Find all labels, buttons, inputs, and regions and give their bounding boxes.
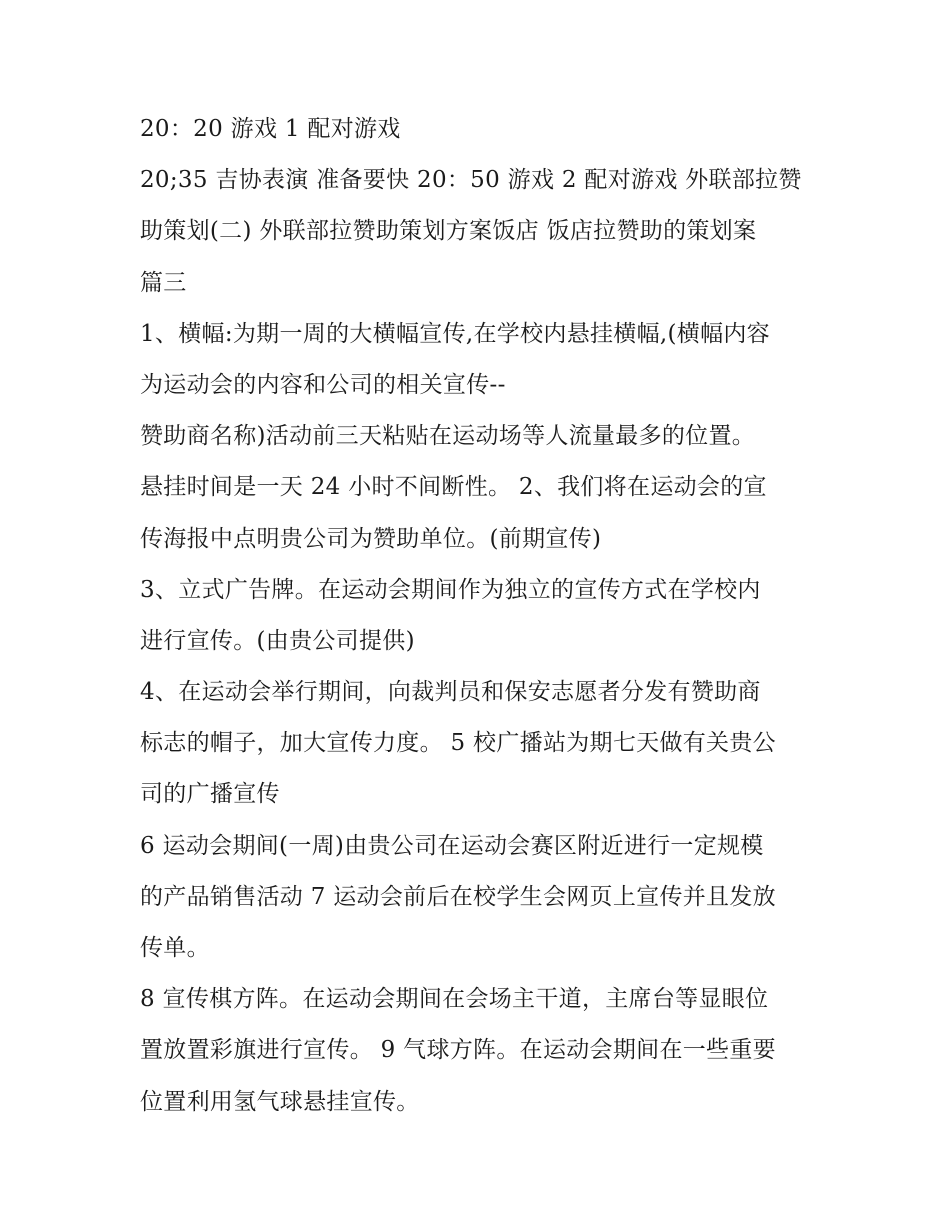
text-line: 的产品销售活动 7 运动会前后在校学生会网页上宣传并且发放 bbox=[140, 883, 776, 910]
text-line: 传海报中点明贵公司为赞助单位。(前期宣传) bbox=[140, 525, 602, 552]
text-line: 置放置彩旗进行宣传。 9 气球方阵。在运动会期间在一些重要 bbox=[140, 1037, 776, 1064]
text-line: 传单。 bbox=[140, 935, 210, 961]
text-line: 为运动会的内容和公司的相关宣传-- bbox=[140, 371, 506, 398]
text-line: 1、横幅:为期一周的大横幅宣传,在学校内悬挂横幅,(横幅内容 bbox=[140, 320, 770, 347]
text-line: 赞助商名称)活动前三天粘贴在运动场等人流量最多的位置。 bbox=[140, 423, 756, 450]
text-line: 4、在运动会举行期间，向裁判员和保安志愿者分发有赞助商 bbox=[140, 679, 761, 706]
text-line: 进行宣传。(由贵公司提供) bbox=[140, 627, 415, 654]
text-line: 20;35 吉协表演 准备要快 20：50 游戏 2 配对游戏 外联部拉赞 bbox=[140, 167, 802, 194]
text-line: 标志的帽子，加大宣传力度。 5 校广播站为期七天做有关贵公 bbox=[140, 730, 776, 757]
text-line: 位置利用氢气球悬挂宣传。 bbox=[140, 1088, 420, 1115]
text-line: 助策划(二) 外联部拉赞助策划方案饭店 饭店拉赞助的策划案 bbox=[140, 218, 757, 245]
text-line: 篇三 bbox=[140, 269, 187, 296]
text-line: 司的广播宣传 bbox=[140, 781, 280, 808]
text-line: 6 运动会期间(一周)由贵公司在运动会赛区附近进行一定规模 bbox=[140, 832, 764, 859]
text-line: 悬挂时间是一天 24 小时不间断性。 2、我们将在运动会的宣 bbox=[140, 474, 767, 501]
text-line: 8 宣传棋方阵。在运动会期间在会场主干道，主席台等显眼位 bbox=[140, 986, 769, 1013]
text-line: 20：20 游戏 1 配对游戏 bbox=[140, 116, 401, 142]
document-body bbox=[140, 104, 830, 1128]
text-line: 3、立式广告牌。在运动会期间作为独立的宣传方式在学校内 bbox=[140, 576, 761, 603]
